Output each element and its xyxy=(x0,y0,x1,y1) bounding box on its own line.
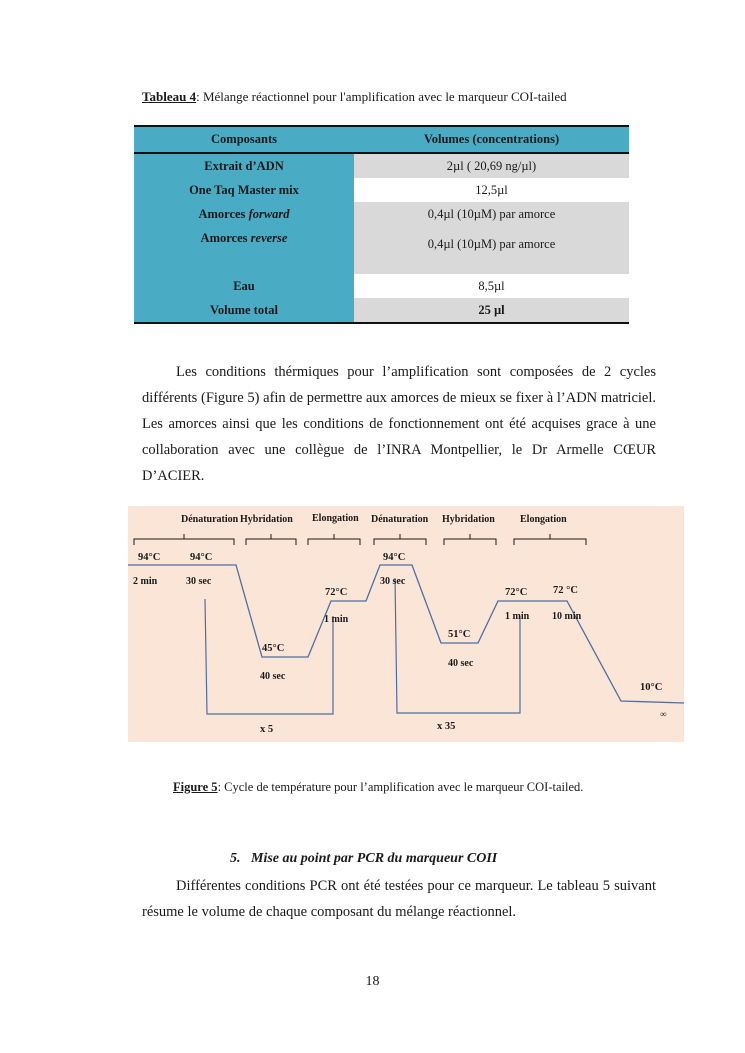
cycle-loops xyxy=(205,578,520,714)
table-row xyxy=(134,298,629,323)
volume-forward: 0,4µl (10µM) par amorce xyxy=(427,207,556,221)
bracket xyxy=(134,534,234,545)
table-row xyxy=(134,178,629,202)
bracket xyxy=(444,534,496,545)
duration-label: 40 sec xyxy=(448,658,474,669)
duration-label: 30 sec xyxy=(380,576,406,587)
bracket xyxy=(246,534,296,545)
table-caption xyxy=(142,89,567,105)
phase-label: Hybridation xyxy=(442,514,495,525)
duration-label: 40 sec xyxy=(260,671,286,682)
temperature-label: 94°C xyxy=(383,552,406,563)
duration-label: 1 min xyxy=(324,614,349,625)
component-cell: Volume total xyxy=(134,298,354,323)
temperature-label: 10°C xyxy=(640,682,663,693)
volume-cell xyxy=(354,202,629,274)
phase-label: Dénaturation xyxy=(371,514,429,525)
table-header-row xyxy=(134,126,629,153)
bracket xyxy=(374,534,426,545)
figure-caption xyxy=(173,780,583,795)
pcr-cycle-figure xyxy=(128,506,684,742)
paragraph-coii: Différentes conditions PCR ont été testées pour ce marqueur. Le tableau 5 suivant résume le volume de chaque composant du mélange réactionnel. xyxy=(142,878,656,920)
table-row xyxy=(134,274,629,298)
phase-label: Elongation xyxy=(312,513,359,524)
primer-forward xyxy=(134,202,354,226)
repeat-label: x 35 xyxy=(437,721,456,732)
table-caption-text: : Mélange réactionnel pour l'amplification avec le marqueur COI-tailed xyxy=(196,89,567,104)
bracket xyxy=(308,534,360,545)
temperature-label: 72 °C xyxy=(553,585,578,596)
phase-label: Hybridation xyxy=(240,514,293,525)
repeat-label: x 5 xyxy=(260,724,274,735)
primer-prefix: Amorces xyxy=(200,231,251,245)
table-caption-label: Tableau 4 xyxy=(142,89,197,104)
table-row xyxy=(134,202,629,274)
figure-caption-label: Figure 5 xyxy=(173,780,218,794)
header-components: Composants xyxy=(134,126,354,153)
primer-direction: reverse xyxy=(250,231,288,245)
duration-label: 1 min xyxy=(505,611,530,622)
primer-direction: forward xyxy=(248,207,290,221)
cycle-loop-35 xyxy=(395,578,520,713)
phase-label: Dénaturation xyxy=(181,514,239,525)
volume-cell: 25 µl xyxy=(354,298,629,323)
component-cell: One Taq Master mix xyxy=(134,178,354,202)
repeat-labels xyxy=(260,721,455,735)
duration-label: 10 min xyxy=(552,611,582,622)
temperature-label: 72°C xyxy=(325,587,348,598)
infinity-label: ∞ xyxy=(660,709,667,719)
header-volumes: Volumes (concentrations) xyxy=(354,126,629,153)
component-cell: Extrait d’ADN xyxy=(134,153,354,178)
primer-prefix: Amorces xyxy=(198,207,249,221)
volume-reverse: 0,4µl (10µM) par amorce xyxy=(427,237,556,251)
duration-label: 2 min xyxy=(133,576,158,587)
temperature-label: 51°C xyxy=(448,629,471,640)
component-cell xyxy=(134,202,354,274)
volume-cell: 8,5µl xyxy=(354,274,629,298)
reaction-mix-table xyxy=(134,125,629,324)
paragraph-thermal-conditions: Les conditions thérmiques pour l’amplification sont composées de 2 cycles différents (Figure 5) afin de permettre aux amorces de mieux se fixer à l’ADN matriciel. Les amorces ainsi que les conditions de fonctionnement ont été acquises grace à une collaboration avec une collègue de l’INRA Montpellier, le Dr Armelle CŒUR D’ACIER. xyxy=(142,364,656,484)
page-number: 18 xyxy=(365,974,380,989)
figure-caption-text: : Cycle de température pour l’amplification avec le marqueur COI-tailed. xyxy=(217,780,584,794)
volume-cell: 2µl ( 20,69 ng/µl) xyxy=(354,153,629,178)
temperature-label: 72°C xyxy=(505,587,528,598)
temperature-label: 45°C xyxy=(262,643,285,654)
duration-label: 30 sec xyxy=(186,576,212,587)
bracket xyxy=(514,534,586,545)
phase-label: Elongation xyxy=(520,514,567,525)
primer-reverse xyxy=(134,226,354,250)
volume-cell: 12,5µl xyxy=(354,178,629,202)
temperature-labels xyxy=(138,552,662,693)
component-cell: Eau xyxy=(134,274,354,298)
temperature-label: 94°C xyxy=(138,552,161,563)
temperature-curve xyxy=(128,565,684,703)
table-row xyxy=(134,153,629,178)
pcr-cycle-diagram xyxy=(128,506,684,742)
temperature-label: 94°C xyxy=(190,552,213,563)
section-title: 5. Mise au point par PCR du marqueur COII xyxy=(230,851,498,866)
phase-brackets xyxy=(134,534,586,545)
